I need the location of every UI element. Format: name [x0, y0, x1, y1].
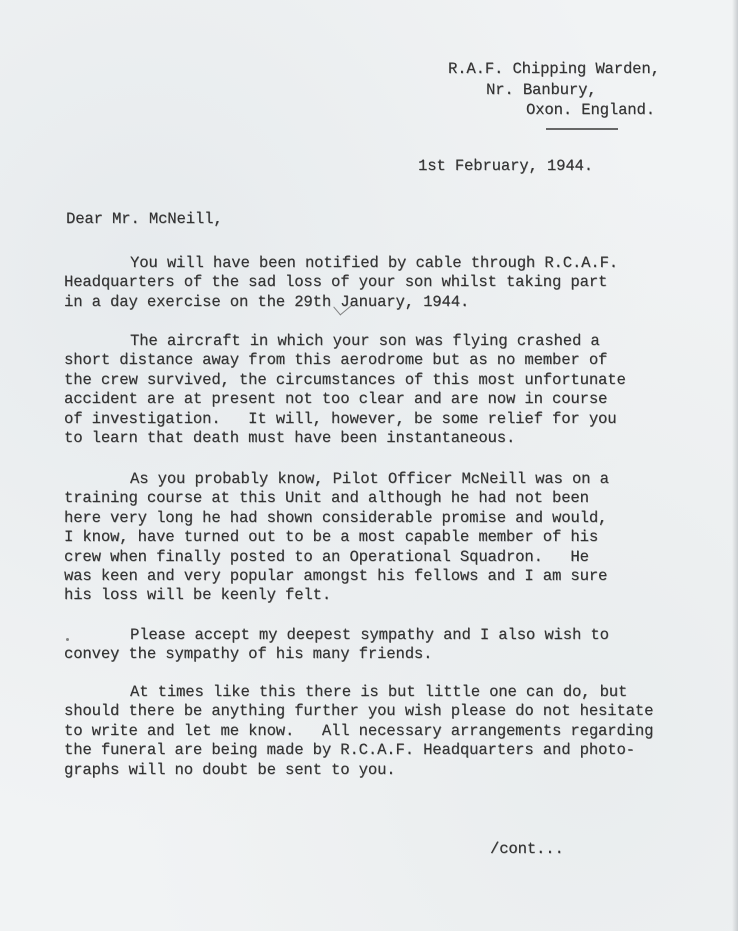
paragraph-line: The aircraft in which your son was flying crashed a	[130, 332, 600, 350]
paragraph-line: Headquarters of the sad loss of your son whilst taking part	[64, 273, 608, 292]
paragraph-line: I know, have turned out to be a most capable member of his	[64, 528, 599, 547]
salutation: Dear Mr. McNeill,	[66, 210, 223, 228]
paragraph-line: his loss will be keenly felt.	[64, 586, 332, 605]
paragraph-line: graphs will no doubt be sent to you.	[64, 760, 396, 779]
paragraph-line: here very long he had shown considerable promise and would,	[64, 508, 608, 527]
paragraph-3	[64, 470, 704, 606]
paragraph-line: to write and let me know. All necessary arrangements regarding	[64, 721, 654, 740]
paragraph-5	[64, 683, 704, 780]
paragraph-line: convey the sympathy of his many friends.	[64, 645, 433, 664]
paragraph-line: to learn that death must have been instantaneous.	[64, 428, 516, 447]
paragraph-line: training course at this Unit and although he had not been	[64, 489, 589, 508]
address-line-1: R.A.F. Chipping Warden,	[448, 60, 660, 78]
paragraph-line: At times like this there is but little one can do, but	[130, 683, 628, 701]
paragraph-2	[64, 332, 704, 448]
paragraph-line: As you probably know, Pilot Officer McNeill was on a	[130, 470, 609, 488]
paragraph-line: of investigation. It will, however, be some relief for you	[64, 409, 617, 428]
address-underline	[546, 128, 618, 130]
address-line-2: Nr. Banbury,	[486, 81, 597, 99]
paragraph-1	[64, 254, 704, 312]
paragraph-line: the crew survived, the circumstances of this most unfortunate	[64, 370, 626, 389]
paragraph-line: the funeral are being made by R.C.A.F. Headquarters and photo-	[64, 741, 635, 760]
address-line-3: Oxon. England.	[526, 101, 655, 119]
paragraph-line: accident are at present not too clear and are now in course	[64, 390, 608, 409]
paragraph-4	[64, 626, 704, 665]
paragraph-line: Please accept my deepest sympathy and I also wish to	[130, 626, 609, 644]
letter-date: 1st February, 1944.	[418, 157, 593, 175]
paragraph-line: short distance away from this aerodrome but as no member of	[64, 351, 608, 370]
paragraph-line: crew when finally posted to an Operational Squadron. He	[64, 547, 589, 566]
paragraph-line: was keen and very popular amongst his fellows and I am sure	[64, 566, 608, 585]
paragraph-line: in a day exercise on the 29th January, 1944.	[64, 292, 470, 311]
page-edge-shadow	[732, 0, 738, 931]
paragraph-line: You will have been notified by cable through R.C.A.F.	[130, 254, 619, 272]
continuation-marker: /cont...	[490, 840, 564, 858]
paragraph-line: should there be anything further you wish please do not hesitate	[64, 702, 654, 721]
